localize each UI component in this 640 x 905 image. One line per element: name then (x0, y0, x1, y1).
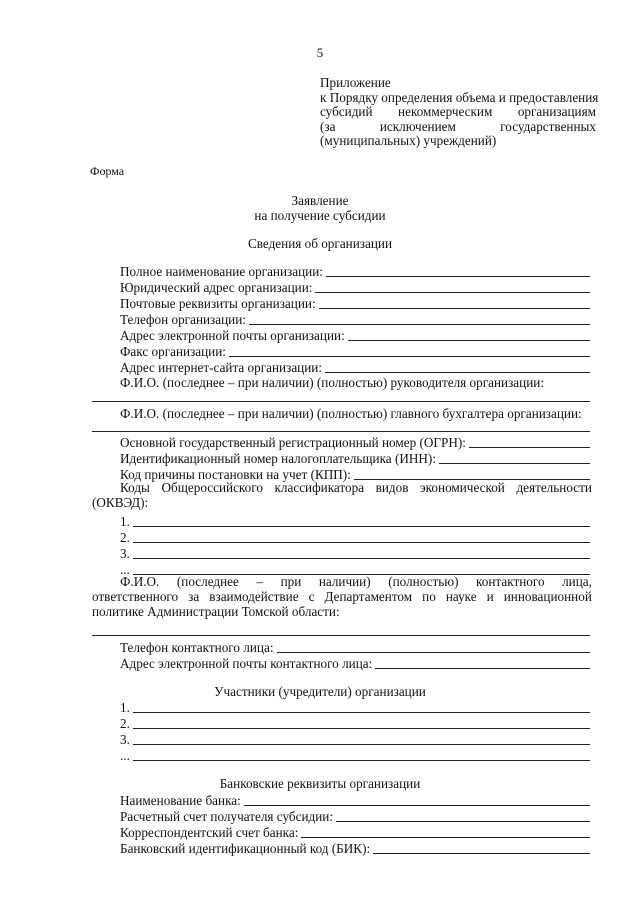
appendix-word: государственных (500, 118, 596, 134)
contact-word: наличии) (318, 574, 371, 589)
field-label: Код причины постановки на учет (КПП): (120, 467, 351, 482)
field-label: Ф.И.О. (последнее – при наличии) (полностью) главного бухгалтера организации: (120, 406, 582, 421)
field-full-name[interactable] (120, 263, 590, 279)
field-bik[interactable] (120, 840, 590, 856)
field-label: Наименование банка: (120, 793, 241, 808)
field-label: Основной государственный регистрационный номер (ОГРН): (120, 435, 466, 450)
appendix-block (320, 75, 599, 149)
appendix-line-2 (320, 105, 596, 120)
field-label: Адрес интернет-сайта организации: (120, 360, 323, 375)
contact-line-1 (92, 575, 592, 590)
contact-word: по (422, 588, 436, 604)
okved-word: деятельности (516, 480, 592, 495)
item-underline[interactable] (133, 558, 590, 559)
section-org-heading: Сведения об организации (247, 236, 393, 251)
field-underline[interactable] (249, 324, 590, 325)
field-email[interactable] (120, 327, 590, 343)
founder-item-more[interactable] (120, 747, 590, 763)
contact-word: и (486, 588, 494, 604)
field-underline[interactable] (229, 356, 590, 357)
contact-word: за (188, 588, 200, 604)
field-underline[interactable] (277, 652, 591, 653)
contact-paragraph (92, 575, 592, 619)
appendix-word: (за (320, 118, 336, 134)
field-label: Полное наименование организации: (120, 264, 323, 279)
appendix-heading: Приложение (320, 75, 391, 90)
field-contact-email[interactable] (120, 655, 590, 671)
field-fax[interactable] (120, 343, 590, 359)
field-label: Корреспондентский счет банка: (120, 825, 299, 840)
document-subtitle: на получение субсидии (254, 208, 386, 223)
field-settlement-account[interactable] (120, 808, 590, 824)
item-number: 3. (120, 732, 130, 747)
field-label: Адрес электронной почты контактного лица: (120, 656, 373, 671)
contact-word: (последнее (176, 574, 239, 589)
field-label: Адрес электронной почты организации: (120, 328, 345, 343)
item-underline[interactable] (133, 542, 590, 543)
field-underline[interactable] (375, 668, 590, 669)
field-underline[interactable] (326, 276, 590, 277)
contact-word: – (256, 574, 264, 589)
field-postal-details[interactable] (120, 295, 590, 311)
item-number: ... (120, 748, 130, 763)
field-underline[interactable] (301, 837, 590, 838)
field-label: Идентификационный номер налогоплательщика (ИНН): (120, 451, 436, 466)
appendix-word: исключением (379, 118, 456, 134)
field-underline[interactable] (319, 308, 590, 309)
contact-fio-underline[interactable] (92, 635, 590, 636)
field-ogrn[interactable] (120, 434, 590, 450)
founder-item-1[interactable] (120, 699, 590, 715)
field-label: Ф.И.О. (последнее – при наличии) (полностью) руководителя организации: (120, 375, 544, 390)
okved-line-2: (ОКВЭД): (92, 494, 149, 510)
field-label: Почтовые реквизиты организации: (120, 296, 316, 311)
item-underline[interactable] (133, 760, 590, 761)
field-bank-name[interactable] (120, 792, 590, 808)
item-number: 2. (120, 716, 130, 731)
item-underline[interactable] (133, 526, 590, 527)
field-website[interactable] (120, 359, 590, 375)
field-underline[interactable] (315, 292, 590, 293)
field-label: Расчетный счет получателя субсидии: (120, 809, 333, 824)
form-label: Форма (90, 164, 125, 178)
appendix-line-3 (320, 120, 596, 135)
field-underline[interactable] (244, 805, 590, 806)
document-title: Заявление (291, 193, 349, 208)
field-underline[interactable] (325, 372, 590, 373)
okved-word: классификатора (274, 480, 365, 495)
okved-word: Коды (120, 480, 150, 495)
field-label: Банковский идентификационный код (БИК): (120, 841, 371, 856)
contact-word: инновационной (503, 588, 592, 604)
item-number: 3. (120, 546, 130, 561)
item-number: 2. (120, 530, 130, 545)
contact-line-3: политике Администрации Томской области: (92, 603, 340, 619)
appendix-line-1: к Порядку определения объема и предоставления (320, 89, 599, 105)
contact-word: при (280, 574, 302, 589)
contact-word: науке (445, 588, 477, 604)
contact-word: с (308, 588, 315, 604)
okved-item-1[interactable] (120, 513, 590, 529)
item-underline[interactable] (133, 728, 590, 729)
accountant-fio-underline[interactable] (92, 431, 590, 432)
contact-word: Ф.И.О. (120, 574, 160, 589)
item-underline[interactable] (133, 744, 590, 745)
appendix-line-4: (муниципальных) учреждений) (320, 133, 497, 149)
contact-word: ответственного (92, 588, 179, 604)
contact-word: контактного (476, 574, 545, 589)
appendix-word: некоммерческим (398, 104, 493, 120)
contact-word: лица, (562, 574, 592, 589)
okved-word: Общероссийского (161, 480, 263, 495)
field-underline[interactable] (336, 821, 590, 822)
okved-paragraph (92, 481, 592, 511)
okved-item-3[interactable] (120, 545, 590, 561)
field-correspondent-account[interactable] (120, 824, 590, 840)
field-contact-phone[interactable] (120, 639, 590, 655)
field-label: Телефон организации: (120, 312, 246, 327)
item-number: 1. (120, 700, 130, 715)
appendix-word: субсидий (320, 104, 373, 120)
founder-item-2[interactable] (120, 715, 590, 731)
field-accountant-fio (120, 405, 600, 421)
item-number: ... (120, 562, 130, 577)
founder-item-3[interactable] (120, 731, 590, 747)
section-bank-heading: Банковские реквизиты организации (219, 776, 421, 791)
okved-word: экономической (420, 480, 505, 495)
head-fio-underline[interactable] (92, 401, 590, 402)
field-inn[interactable] (120, 450, 590, 466)
field-label: Факс организации: (120, 344, 226, 359)
field-label: Юридический адрес организации: (120, 280, 313, 295)
item-underline[interactable] (133, 712, 590, 713)
section-founders-heading: Участники (учредители) организации (214, 684, 426, 699)
field-underline[interactable] (469, 447, 590, 448)
contact-word: Департаментом (324, 588, 413, 604)
field-head-fio (120, 374, 600, 390)
appendix-word: организациям (517, 104, 596, 120)
field-underline[interactable] (439, 463, 590, 464)
item-number: 1. (120, 514, 130, 529)
field-underline[interactable] (348, 340, 590, 341)
field-label: Телефон контактного лица: (120, 640, 274, 655)
contact-word: взаимодействие (209, 588, 299, 604)
okved-line-1 (92, 481, 592, 496)
field-underline[interactable] (373, 853, 590, 854)
contact-line-2 (92, 590, 592, 605)
contact-word: (полностью) (388, 574, 459, 589)
okved-word: видов (375, 480, 409, 495)
field-legal-address[interactable] (120, 279, 590, 295)
field-phone[interactable] (120, 311, 590, 327)
okved-item-2[interactable] (120, 529, 590, 545)
page-number: 5 (316, 45, 324, 60)
